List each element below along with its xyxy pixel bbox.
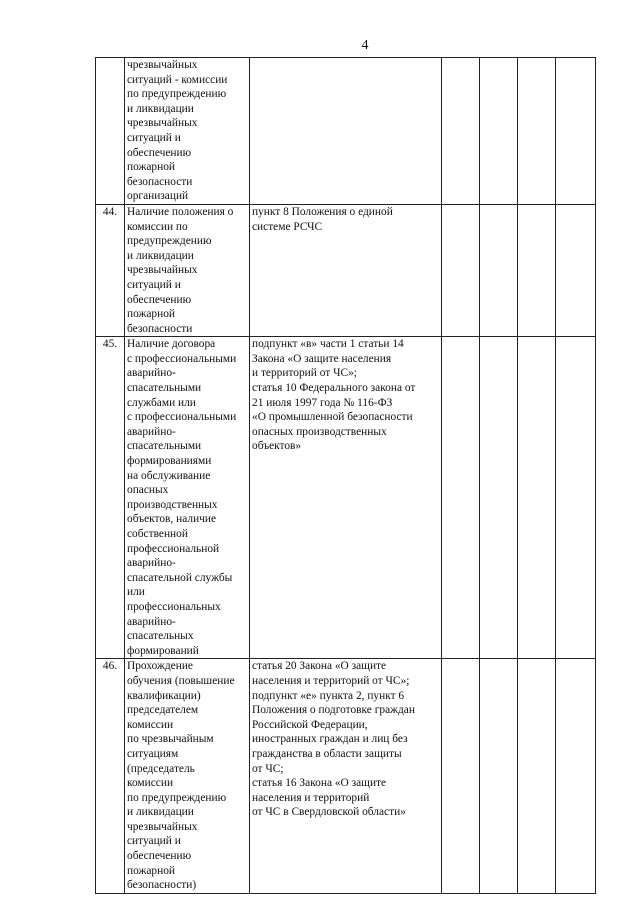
answer-cell bbox=[518, 659, 556, 894]
table-row bbox=[96, 58, 596, 205]
answer-cell bbox=[480, 659, 518, 894]
answer-cell bbox=[480, 204, 518, 336]
note-cell bbox=[556, 659, 596, 894]
reference-cell: пункт 8 Положения о единой системе РСЧС bbox=[250, 204, 442, 336]
answer-cell bbox=[442, 337, 480, 659]
reference-cell: статья 20 Закона «О защите населения и территорий от ЧС»; подпункт «е» пункта 2, пункт 6 Положения о подготовке граждан Российской Федерации, иностранных граждан и лиц без гражданства в области защиты от ЧС; статья 16 Закона «О защите населения и территорий от ЧС в Свердловской области» bbox=[250, 659, 442, 894]
row-number: 44. bbox=[96, 204, 125, 336]
table-row bbox=[96, 204, 596, 336]
table-row bbox=[96, 659, 596, 894]
page-number: 4 bbox=[361, 38, 369, 53]
requirement-cell: Наличие договора с профессиональными аварийно- спасательными службами или с профессиональными аварийно- спасательными формированиями на обслуживание опасных производственных объектов, наличие собственной профессиональной аварийно- спасательной службы или профессиональных аварийно- спасательных формирований bbox=[125, 337, 250, 659]
requirement-cell: чрезвычайных ситуаций - комиссии по предупреждению и ликвидации чрезвычайных ситуаций и обеспечению пожарной безопасности организаций bbox=[125, 58, 250, 205]
note-cell bbox=[556, 337, 596, 659]
row-number: 46. bbox=[96, 659, 125, 894]
row-number: 45. bbox=[96, 337, 125, 659]
table-row bbox=[96, 337, 596, 659]
answer-cell bbox=[518, 204, 556, 336]
answer-cell bbox=[518, 58, 556, 205]
answer-cell bbox=[518, 337, 556, 659]
row-number bbox=[96, 58, 125, 205]
requirement-cell: Прохождение обучения (повышение квалификации) председателем комиссии по чрезвычайным ситуациям (председатель комиссии по предупреждению и ликвидации чрезвычайных ситуаций и обеспечению пожарной безопасности) bbox=[125, 659, 250, 894]
reference-cell: подпункт «в» части 1 статьи 14 Закона «О защите населения и территорий от ЧС»; статья 10 Федерального закона от 21 июля 1997 года № 116-ФЗ «О промышленной безопасности опасных производственных объектов» bbox=[250, 337, 442, 659]
checklist-table bbox=[95, 57, 596, 894]
requirement-cell: Наличие положения о комиссии по предупреждению и ликвидации чрезвычайных ситуаций и обеспечению пожарной безопасности bbox=[125, 204, 250, 336]
answer-cell bbox=[480, 337, 518, 659]
note-cell bbox=[556, 58, 596, 205]
note-cell bbox=[556, 204, 596, 336]
reference-cell bbox=[250, 58, 442, 205]
answer-cell bbox=[442, 204, 480, 336]
answer-cell bbox=[480, 58, 518, 205]
answer-cell bbox=[442, 58, 480, 205]
answer-cell bbox=[442, 659, 480, 894]
